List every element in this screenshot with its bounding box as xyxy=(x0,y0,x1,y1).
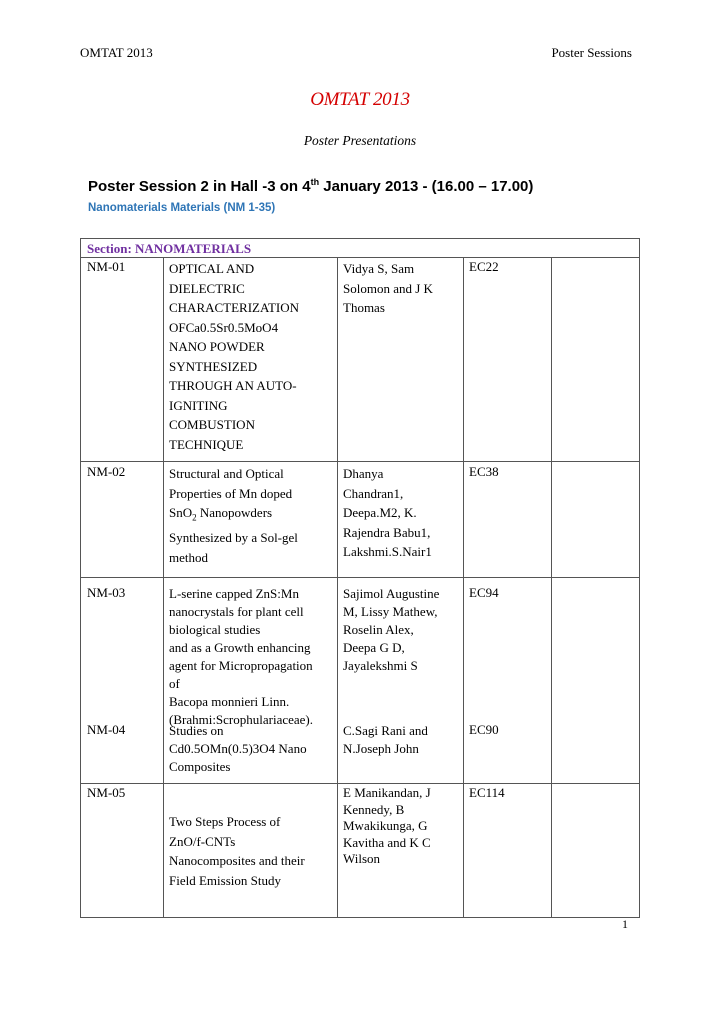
row-divider xyxy=(81,461,639,462)
running-header-right: Poster Sessions xyxy=(551,45,632,60)
title-line xyxy=(169,503,339,528)
row-id: NM-03 xyxy=(87,585,126,600)
title-line: TECHNIQUE xyxy=(169,436,244,452)
author-line: C.Sagi Rani and xyxy=(343,723,428,738)
author-line: Solomon and J K xyxy=(343,280,433,296)
row-authors xyxy=(343,259,455,318)
row-id: NM-02 xyxy=(87,464,126,479)
title-line: Cd0.5OMn(0.5)3O4 Nano xyxy=(169,741,307,756)
row-divider xyxy=(81,257,639,258)
document-subtitle: Poster Presentations xyxy=(303,133,417,148)
row-id: NM-04 xyxy=(87,722,126,737)
row-code: EC114 xyxy=(469,785,505,800)
title-line: NANO POWDER xyxy=(169,339,265,354)
title-line: Bacopa monnieri Linn. xyxy=(169,694,290,709)
session-area: Nanomaterials Materials (NM 1-35) xyxy=(88,202,276,214)
title-line: Two Steps Process of xyxy=(169,814,281,829)
row-authors xyxy=(343,464,455,562)
author-line: Sajimol Augustine xyxy=(343,586,440,601)
document-title: OMTAT 2013 xyxy=(310,89,410,110)
author-line: Roselin Alex, xyxy=(343,622,414,637)
title-line: THROUGH AN AUTO- xyxy=(169,378,297,393)
author-line: Vidya S, Sam xyxy=(343,261,415,276)
title-line: (Brahmi:Scrophulariaceae). xyxy=(169,712,314,727)
title-line: COMBUSTION xyxy=(169,417,255,432)
title-line: Properties of Mn doped xyxy=(169,485,293,501)
session-heading-suffix: January 2013 - (16.00 – 17.00) xyxy=(319,178,534,195)
title-line: CHARACTERIZATION xyxy=(169,300,299,315)
row-code: EC94 xyxy=(469,585,499,600)
section-label: Section: NANOMATERIALS xyxy=(87,241,252,256)
column-divider xyxy=(163,257,164,917)
author-line: N.Joseph John xyxy=(343,741,419,756)
title-line: Synthesized by a Sol-gel xyxy=(169,530,298,546)
column-divider xyxy=(551,257,552,917)
author-line: Chandran1, xyxy=(343,485,404,501)
title-line: method xyxy=(169,549,208,565)
title-line: Structural and Optical xyxy=(169,466,284,481)
title-line: Nanocomposites and their xyxy=(169,853,305,868)
title-line: Field Emission Study xyxy=(169,872,281,888)
title-line: L-serine capped ZnS:Mn xyxy=(169,586,299,601)
page-number: 1 xyxy=(622,917,628,931)
title-fragment: SnO xyxy=(169,505,193,520)
author-line: Deepa.M2, K. xyxy=(343,505,417,520)
author-line: Mwakikunga, G xyxy=(343,818,428,833)
author-line: Dhanya xyxy=(343,466,384,481)
row-id: NM-05 xyxy=(87,785,126,800)
row-title xyxy=(169,259,339,454)
row-authors xyxy=(343,722,455,758)
poster-table xyxy=(80,238,640,918)
running-header-left: OMTAT 2013 xyxy=(80,45,153,60)
column-divider xyxy=(463,257,464,917)
title-line: nanocrystals for plant cell xyxy=(169,604,304,619)
title-line: IGNITING xyxy=(169,397,228,413)
author-line: Jayalekshmi S xyxy=(343,658,418,673)
row-code: EC22 xyxy=(469,259,499,274)
author-line: Rajendra Babu1, xyxy=(343,524,431,540)
author-line: Kavitha and K C xyxy=(343,834,431,850)
author-line: Wilson xyxy=(343,851,381,866)
title-line: of xyxy=(169,676,180,691)
title-subscript: 2 xyxy=(192,512,197,523)
row-title xyxy=(169,585,339,729)
session-heading-sup: th xyxy=(310,177,320,187)
author-line: Kennedy, B xyxy=(343,801,405,817)
title-line: agent for Micropropagation xyxy=(169,658,313,673)
session-heading xyxy=(88,177,533,195)
author-line: Deepa G D, xyxy=(343,640,405,655)
session-heading-prefix: Poster Session 2 in Hall -3 on 4 xyxy=(88,178,311,195)
author-line: Lakshmi.S.Nair1 xyxy=(343,544,432,559)
title-line: Composites xyxy=(169,759,231,774)
title-fragment: Nanopowders xyxy=(196,505,273,520)
row-id: NM-01 xyxy=(87,259,126,274)
title-line: OFCa0.5Sr0.5MoO4 xyxy=(169,319,279,335)
row-authors xyxy=(343,585,455,675)
title-line: and as a Growth enhancing xyxy=(169,640,311,655)
title-line: OPTICAL AND xyxy=(169,261,255,276)
author-line: E Manikandan, J xyxy=(343,785,431,800)
row-title xyxy=(169,812,339,890)
row-divider xyxy=(81,783,639,784)
row-title xyxy=(169,722,339,776)
title-line: DIELECTRIC xyxy=(169,280,245,296)
row-title xyxy=(169,464,339,567)
row-code: EC38 xyxy=(469,464,499,479)
title-line: Studies on xyxy=(169,723,224,738)
row-divider xyxy=(81,577,639,578)
row-authors xyxy=(343,785,455,868)
row-code: EC90 xyxy=(469,722,499,737)
author-line: Thomas xyxy=(343,300,385,315)
author-line: M, Lissy Mathew, xyxy=(343,604,438,619)
title-line: biological studies xyxy=(169,622,261,637)
title-line: SYNTHESIZED xyxy=(169,358,258,374)
title-line: ZnO/f-CNTs xyxy=(169,833,236,849)
